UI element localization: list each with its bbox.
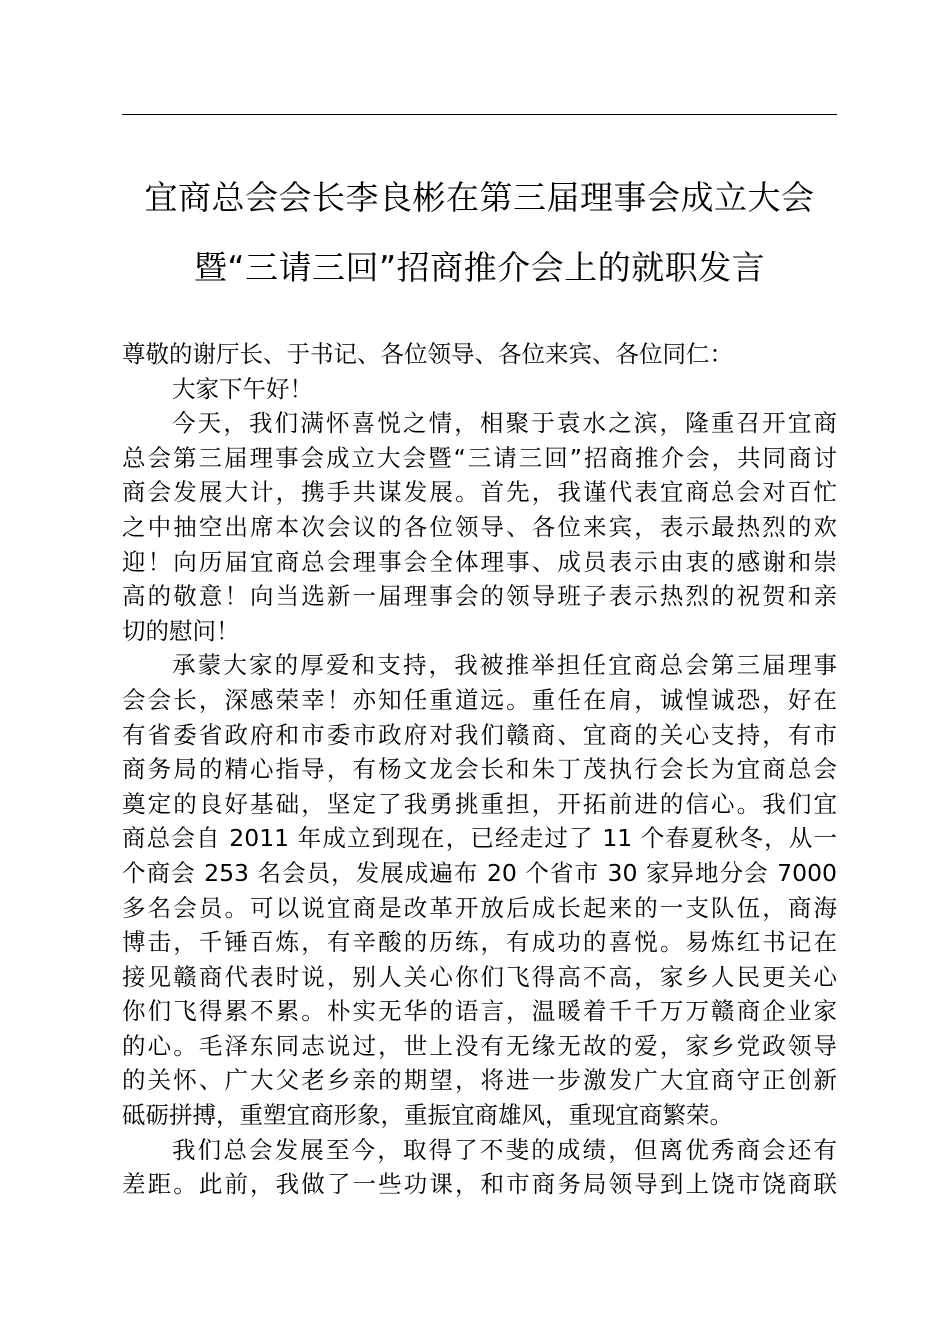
body-line: 有省委省政府和市委市政府对我们赣商、宜商的关心支持，有市 [122, 720, 837, 749]
body-line: 之中抽空出席本次会议的各位领导、各位来宾，表示最热烈的欢 [122, 512, 837, 541]
body-line: 承蒙大家的厚爱和支持，我被推举担任宜商总会第三届理事 [172, 651, 837, 680]
document-body [122, 337, 837, 1202]
body-line: 的心。毛泽东同志说过，世上没有无缘无故的爱，家乡党政领导 [122, 1031, 837, 1060]
body-line: 博击，千锤百炼，有辛酸的历练，有成功的喜悦。易炼红书记在 [122, 928, 837, 957]
body-line: 奠定的良好基础，坚定了我勇挑重担，开拓前进的信心。我们宜 [122, 789, 837, 818]
body-line: 商总会自 2011 年成立到现在，已经走过了 11 个春夏秋冬，从一 [122, 824, 837, 853]
body-line: 多名会员。可以说宜商是改革开放后成长起来的一支队伍，商海 [122, 893, 837, 922]
body-line: 砥砺拼搏，重塑宜商形象，重振宜商雄风，重现宜商繁荣。 [122, 1101, 733, 1130]
body-line: 你们飞得累不累。朴实无华的语言，温暖着千千万万赣商企业家 [122, 997, 837, 1026]
body-line: 我们总会发展至今，取得了不斐的成绩，但离优秀商会还有 [172, 1135, 837, 1164]
body-line: 差距。此前，我做了一些功课，和市商务局领导到上饶市饶商联 [122, 1170, 837, 1199]
body-line: 今天，我们满怀喜悦之情，相聚于袁水之滨，隆重召开宜商 [172, 409, 837, 438]
body-line: 会会长，深感荣幸！亦知任重道远。重任在肩，诚惶诚恐，好在 [122, 685, 837, 714]
body-line: 的关怀、广大父老乡亲的期望，将进一步激发广大宜商守正创新 [122, 1066, 837, 1095]
body-line: 个商会 253 名会员，发展成遍布 20 个省市 30 家异地分会 7000 [122, 858, 837, 887]
body-line: 商务局的精心指导，有杨文龙会长和朱丁茂执行会长为宜商总会 [122, 755, 837, 784]
document-title-line-2: 暨“三请三回”招商推介会上的就职发言 [193, 248, 766, 287]
header-rule [122, 114, 837, 115]
body-line: 大家下午好！ [172, 374, 313, 403]
body-line: 尊敬的谢厅长、于书记、各位领导、各位来宾、各位同仁： [122, 340, 733, 368]
body-line: 接见赣商代表时说，别人关心你们飞得高不高，家乡人民更关心 [122, 962, 837, 991]
body-line: 切的慰问！ [122, 616, 240, 645]
document-title-line-1: 宜商总会会长李良彬在第三届理事会成立大会 [144, 178, 815, 217]
body-line: 总会第三届理事会成立大会暨“三请三回”招商推介会，共同商讨 [122, 443, 837, 472]
body-line: 高的敬意！向当选新一届理事会的领导班子表示热烈的祝贺和亲 [122, 582, 837, 611]
body-line: 迎！向历届宜商总会理事会全体理事、成员表示由衷的感谢和崇 [122, 547, 837, 576]
body-line: 商会发展大计，携手共谋发展。首先，我谨代表宜商总会对百忙 [122, 478, 837, 507]
